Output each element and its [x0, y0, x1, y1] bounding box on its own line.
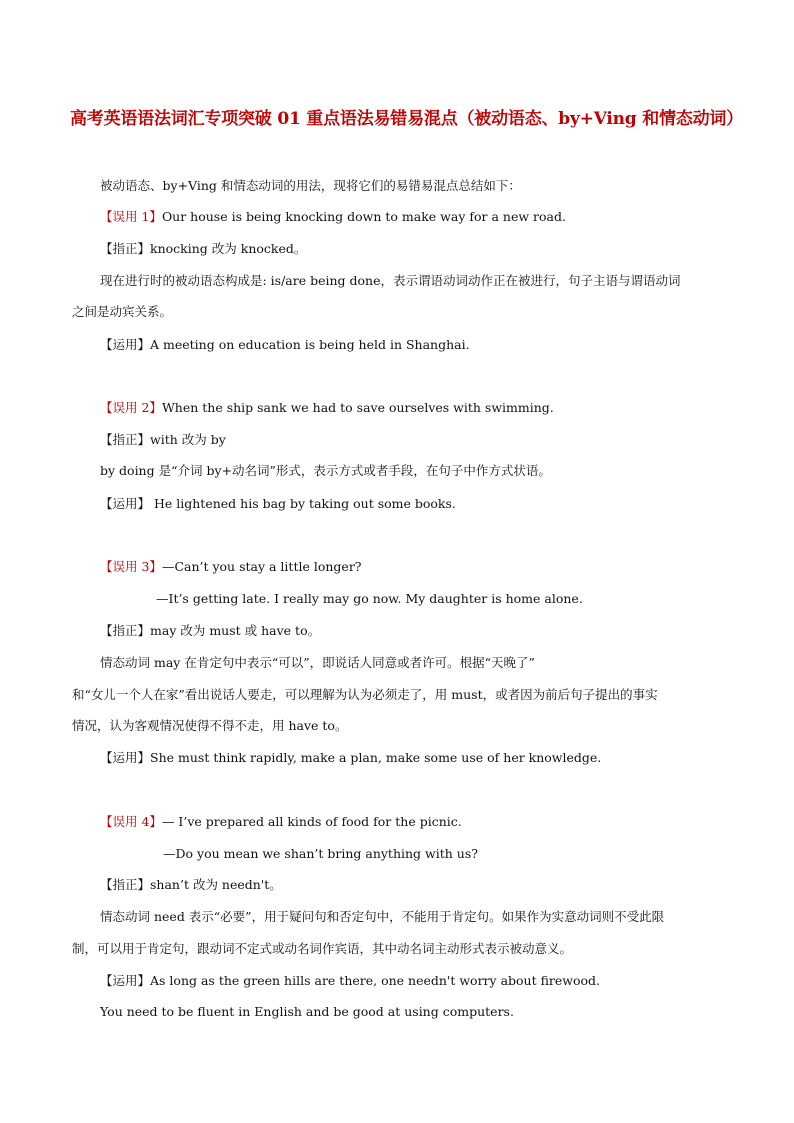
item-2-error-text: When the ship sank we had to save ourselves with swimming. — [161, 400, 554, 415]
item-1-error-text: Our house is being knocking down to make way for a new road. — [161, 209, 566, 224]
item-3-error-label: 【误用 3】 — [100, 559, 162, 574]
item-3-correct-text: may 改为 must 或 have to。 — [150, 623, 321, 638]
item-3-explain-3: 情况，认为客观情况使得不得不走，用 have to。 — [72, 718, 348, 733]
item-3-apply-label: 【运用】 — [100, 750, 151, 765]
item-3-explain-2: 和“女儿一个人在家”看出说话人要走，可以理解为认为必须走了，用 must，或者因为前后句子提出的事实 — [72, 687, 658, 702]
item-4-correct-text: shan’t 改为 needn't。 — [150, 877, 282, 892]
item-4-correct-label: 【指正】 — [100, 877, 151, 892]
item-1-apply-line — [100, 336, 470, 354]
item-2-correct-text: with 改为 by — [150, 432, 226, 447]
document-title: 高考英语语法词汇专项突破 01 重点语法易错易混点（被动语态、by+Ving 和情态动词） — [70, 109, 744, 129]
item-1-error-line — [100, 208, 566, 226]
item-4-error-label: 【误用 4】 — [100, 814, 162, 829]
item-4-error-line — [100, 813, 462, 831]
item-1-explain-2: 之间是动宾关系。 — [72, 304, 173, 319]
item-1-apply-text: A meeting on education is being held in Shanghai. — [150, 337, 470, 352]
item-3-correct-label: 【指正】 — [100, 623, 151, 638]
item-1-correct-line — [100, 240, 306, 258]
item-2-apply-text: He lightened his bag by taking out some books. — [150, 496, 456, 511]
item-3-error-line — [100, 558, 362, 576]
item-2-apply-line — [100, 495, 456, 513]
item-3-apply-text: She must think rapidly, make a plan, make some use of her knowledge. — [150, 750, 602, 765]
item-4-apply-line — [100, 972, 600, 990]
item-3-error-text: —Can’t you stay a little longer? — [161, 559, 362, 574]
item-2-apply-label: 【运用】 — [100, 496, 151, 511]
item-1-apply-label: 【运用】 — [100, 337, 151, 352]
item-2-error-label: 【误用 2】 — [100, 400, 162, 415]
item-3-apply-line — [100, 749, 601, 767]
item-1-explain-1: 现在进行时的被动语态构成是: is/are being done，表示谓语动词动作正在被进行，句子主语与谓语动词 — [100, 273, 681, 288]
item-4-error-text: — I’ve prepared all kinds of food for the picnic. — [161, 814, 462, 829]
item-1-correct-label: 【指正】 — [100, 241, 151, 256]
item-4-apply-label: 【运用】 — [100, 973, 151, 988]
item-2-correct-label: 【指正】 — [100, 432, 151, 447]
item-2-explain-1: by doing 是“介词 by+动名词”形式，表示方式或者手段，在句子中作方式状语。 — [100, 463, 551, 478]
item-4-explain-2: 制，可以用于肯定句，跟动词不定式或动名词作宾语，其中动名词主动形式表示被动意义。 — [72, 941, 573, 956]
item-4-correct-line — [100, 876, 282, 894]
item-4-explain-1: 情态动词 need 表示“必要”，用于疑问句和否定句中，不能用于肯定句。如果作为实意动词则不受此限 — [100, 909, 665, 924]
item-3-correct-line — [100, 622, 320, 640]
item-2-correct-line — [100, 431, 226, 449]
item-4-error-text-2: —Do you mean we shan’t bring anything with us? — [163, 846, 478, 861]
item-3-explain-1: 情态动词 may 在肯定句中表示“可以”，即说话人同意或者许可。根据“天晚了” — [100, 655, 535, 670]
item-4-apply-text: As long as the green hills are there, one needn't worry about firewood. — [150, 973, 601, 988]
item-1-error-label: 【误用 1】 — [100, 209, 162, 224]
item-4-apply-text-2: You need to be fluent in English and be good at using computers. — [100, 1004, 514, 1019]
item-1-correct-text: knocking 改为 knocked。 — [150, 241, 307, 256]
intro-text: 被动语态、by+Ving 和情态动词的用法，现将它们的易错易混点总结如下： — [100, 178, 521, 193]
item-3-error-text-2: —It’s getting late. I really may go now. My daughter is home alone. — [156, 591, 583, 606]
item-2-error-line — [100, 399, 554, 417]
